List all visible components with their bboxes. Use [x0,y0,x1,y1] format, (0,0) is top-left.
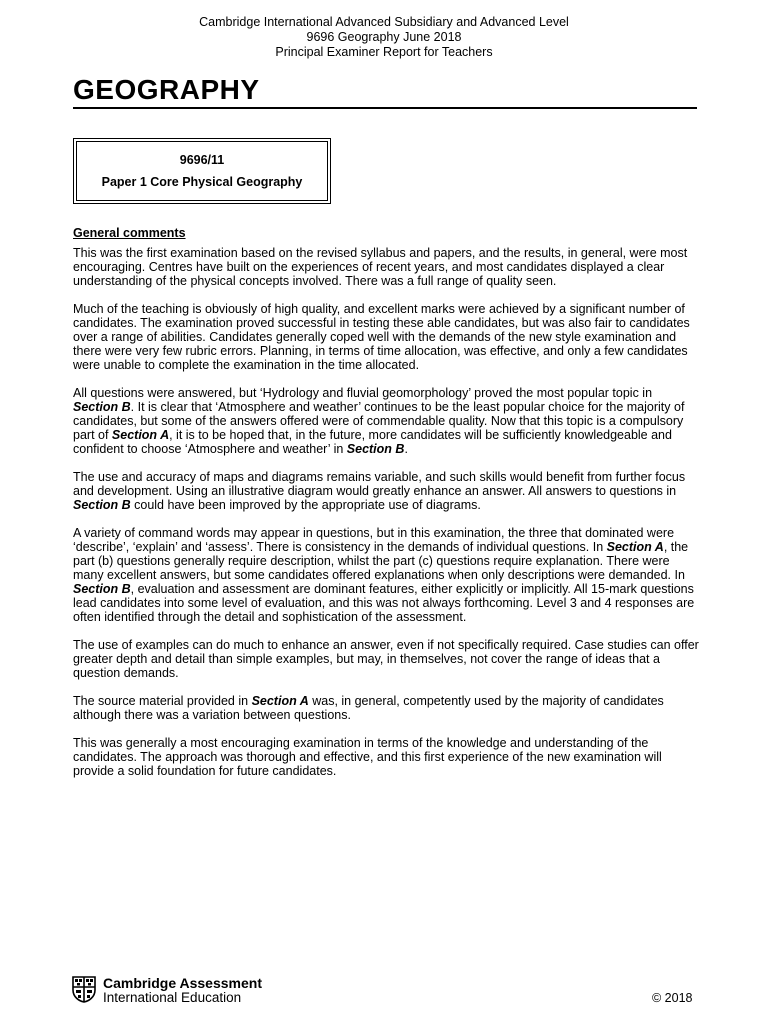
cambridge-logo [72,975,272,1005]
paragraph: Much of the teaching is obviously of high quality, and excellent marks were achieved by a significant number of candidates. The examination proved successful in testing these able candidates, but was also fair to candidates over a range of abilities. Candidates generally coped well with the demands of the new style examination and there were very few rubric errors. Planning, in terms of time allocation, was effective, and only a few candidates were unable to complete the examination in the time allocated. [73,302,690,372]
section-ref: Section B [73,582,131,596]
paragraph: This was generally a most encouraging examination in terms of the knowledge and understanding of the candidates. The approach was thorough and effective, and this first experience of the new examination will provide a solid foundation for future candidates. [73,736,662,778]
section-ref: Section B [73,400,131,414]
paragraph: The use and accuracy of maps and diagrams remains variable, and such skills would benefit from further focus and development. Using an illustrative diagram would greatly enhance an answer. All answers to questions in Section B could have been improved by the appropriate use of diagrams. [73,470,686,512]
section-ref: Section A [606,540,664,554]
header-syllabus: 9696 Geography June 2018 [306,30,462,44]
paragraph: A variety of command words may appear in questions, but in this examination, the three that dominated were ‘describe’, ‘explain’ and ‘assess’. There is consistency in the demands of individual questions. In Section A, the part (b) questions generally require description, whilst the part (c) questions require explanation. There were many excellent answers, but some candidates offered explanations when only descriptions were demanded. In Section B, evaluation and assessment are dominant features, either explicitly or implicitly. All 15-mark questions lead candidates into some level of evaluation, and this was not always forthcoming. Level 3 and 4 responses are often identified through the detail and sophistication of the assessment. [73,526,695,624]
section-heading: General comments [73,226,186,240]
header-qualification: Cambridge International Advanced Subsidiary and Advanced Level [199,15,569,29]
title-divider [73,107,697,109]
logo-text-secondary: International Education [103,990,242,1005]
logo-text-primary: Cambridge Assessment [103,975,262,991]
paragraph: This was the first examination based on the revised syllabus and papers, and the results, in general, were most encouraging. Centres have built on the experiences of recent years, and most candidates displayed a clear understanding of the physical concepts involved. There was a full range of quality seen. [73,246,688,288]
paragraph: The source material provided in Section A was, in general, competently used by the majority of candidates although there was a variation between questions. [73,694,664,722]
header-report-title: Principal Examiner Report for Teachers [275,45,493,59]
section-ref: Section A [251,694,309,708]
paragraph: The use of examples can do much to enhance an answer, even if not specifically required. Case studies can offer greater depth and detail than simple examples, but may, in themselves, not cover the range of ideas that a question demands. [73,638,699,680]
subject-title: GEOGRAPHY [73,74,260,105]
crest-icon [72,976,96,1003]
paper-code: 9696/11 [179,153,225,167]
section-ref: Section B [346,442,405,456]
paper-title: Paper 1 Core Physical Geography [101,175,303,189]
copyright: © 2018 [652,991,693,1005]
paragraph: All questions were answered, but ‘Hydrology and fluvial geomorphology’ proved the most popular topic in Section B. It is clear that ‘Atmosphere and weather’ continues to be the least popular choice for the majority of candidates, but some of the answers offered were of commendable quality. Now that this topic is a compulsory part of Section A, it is to be hoped that, in the future, more candidates will be sufficiently knowledgeable and confident to choose ‘Atmosphere and weather’ in Section B. [73,386,685,456]
section-ref: Section A [111,428,170,442]
section-ref: Section B [73,498,131,512]
page-header [0,15,768,60]
paper-box [73,138,331,204]
report-body [73,226,699,792]
